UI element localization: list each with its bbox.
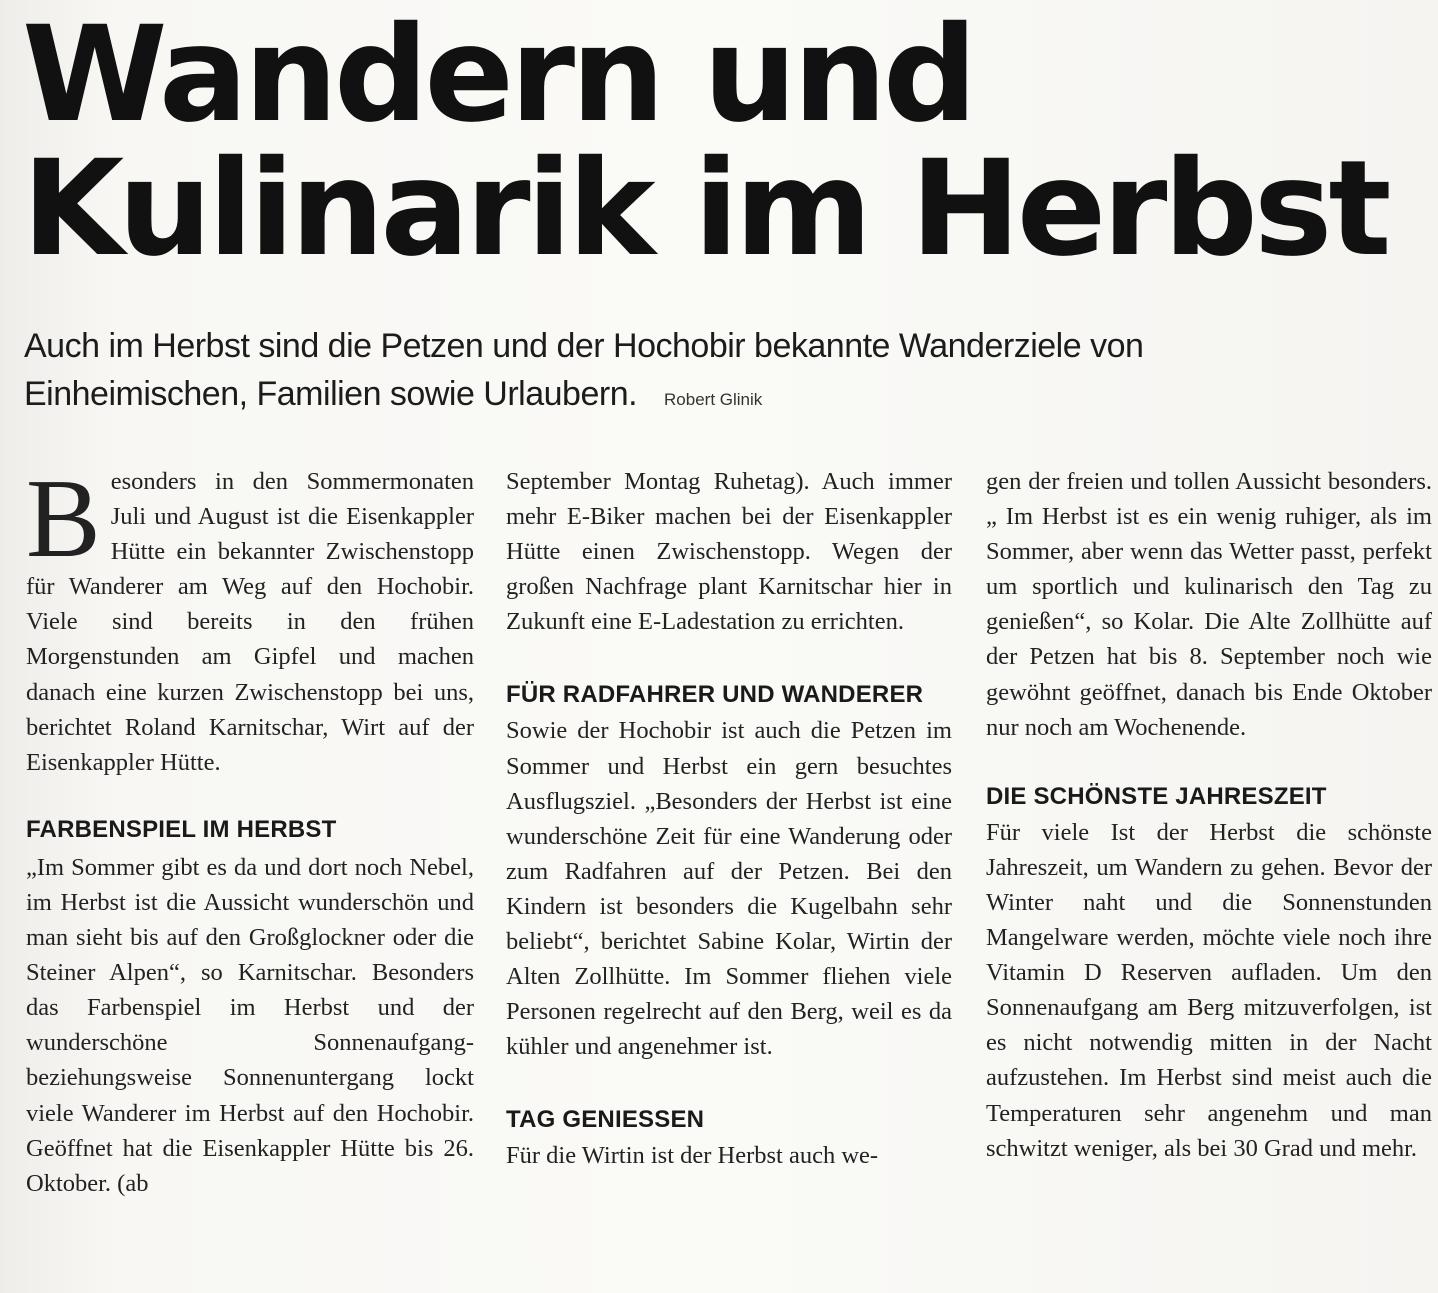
column-1-body: „Im Sommer gibt es da und dort noch Nebel, im Herbst ist die Aussicht wunderschön und man sieht bis auf den Großglockner oder die Steiner Alpen“, so Karnitschar. Besonders das Farbenspiel im Herbst und der wunderschöne Sonnenaufgang-beziehungsweise Sonnenuntergang lockt viele Wanderer im Herbst auf den Hochobir. Geöffnet hat die Eisenkappler Hütte bis 26. Oktober. (ab: [26, 853, 474, 1197]
article-column-2: [506, 464, 952, 1174]
article-lead: [24, 322, 1354, 424]
subheading-radfahrer: FÜR RADFAHRER UND WANDERER: [506, 681, 924, 709]
column-2-body-2: Für die Wirtin ist der Herbst auch we-: [506, 1142, 879, 1170]
headline-line-2: Kulinarik im Herbst: [22, 132, 1388, 286]
column-2-intro: September Montag Ruhetag). Auch immer mehr E-Biker machen bei der Eisenkappler Hütte einen Zwischenstopp. Wegen der großen Nachfrage plant Karnitschar hier in Zukunft eine E-Ladestation zu errichten.: [506, 468, 952, 636]
subheading-farbenspiel: FARBENSPIEL IM HERBST: [26, 815, 337, 843]
article-column-3: [986, 464, 1432, 1166]
column-3-intro: gen der freien und tollen Aussicht besonders. „ Im Herbst ist es ein wenig ruhiger, als im Sommer, aber wenn das Wetter passt, perfekt um sportlich und kulinarisch den Tag zu genießen“, so Kolar. Die Alte Zollhütte auf der Petzen hat bis 8. September noch wie gewöhnt geöffnet, danach bis Ende Oktober nur noch am Wochenende.: [986, 468, 1432, 741]
author-byline: Robert Glinik: [664, 390, 763, 409]
article-headline: [22, 0, 1422, 286]
subheading-jahreszeit: DIE SCHÖNSTE JAHRESZEIT: [986, 782, 1327, 810]
column-1-intro: [26, 457, 474, 780]
column-1-intro-text: esonders in den Sommermonaten Juli und August ist die Eisenkappler Hütte ein bekannter Zwischenstopp für Wanderer am Weg auf den Hochobir. Viele sind bereits in den frühen Morgenstunden am Gipfel und machen danach eine kurzen Zwischenstopp bei uns, berichtet Roland Karnitschar, Wirt auf der Eisenkappler Hütte.: [26, 468, 474, 776]
column-2-body-1: Sowie der Hochobir ist auch die Petzen im Sommer und Herbst ein gern besuchtes Ausflugsziel. „Besonders der Herbst ist eine wunderschöne Zeit für eine Wanderung oder zum Radfahren auf der Petzen. Bei den Kindern ist besonders die Kugelbahn sehr beliebt“, berichtet Sabine Kolar, Wirtin der Alten Zollhütte. Im Sommer fliehen viele Personen regelrecht auf den Berg, weil es da kühler und angenehmer ist.: [506, 717, 952, 1061]
article-column-1: [26, 457, 474, 1201]
lead-text: Auch im Herbst sind die Petzen und der Hochobir bekannte Wanderziele von Einheimischen, Familien sowie Urlaubern.: [24, 327, 1144, 413]
subheading-tag-geniessen: TAG GENIESSEN: [506, 1106, 705, 1134]
column-3-body: Für viele Ist der Herbst die schönste Jahreszeit, um Wandern zu gehen. Bevor der Winter naht und die Sonnenstunden Mangelware werden, möchte viele noch ihre Vitamin D Reserven aufladen. Um den Sonnenaufgang am Berg mitzuverfolgen, ist es nicht notwendig mitten in der Nacht aufzustehen. Im Herbst sind meist auch die Temperaturen sehr angenehm und man schwitzt weniger, als bei 30 Grad und mehr.: [986, 818, 1432, 1162]
headline-line-1: Wandern und: [22, 0, 974, 152]
drop-cap: B: [26, 457, 101, 581]
